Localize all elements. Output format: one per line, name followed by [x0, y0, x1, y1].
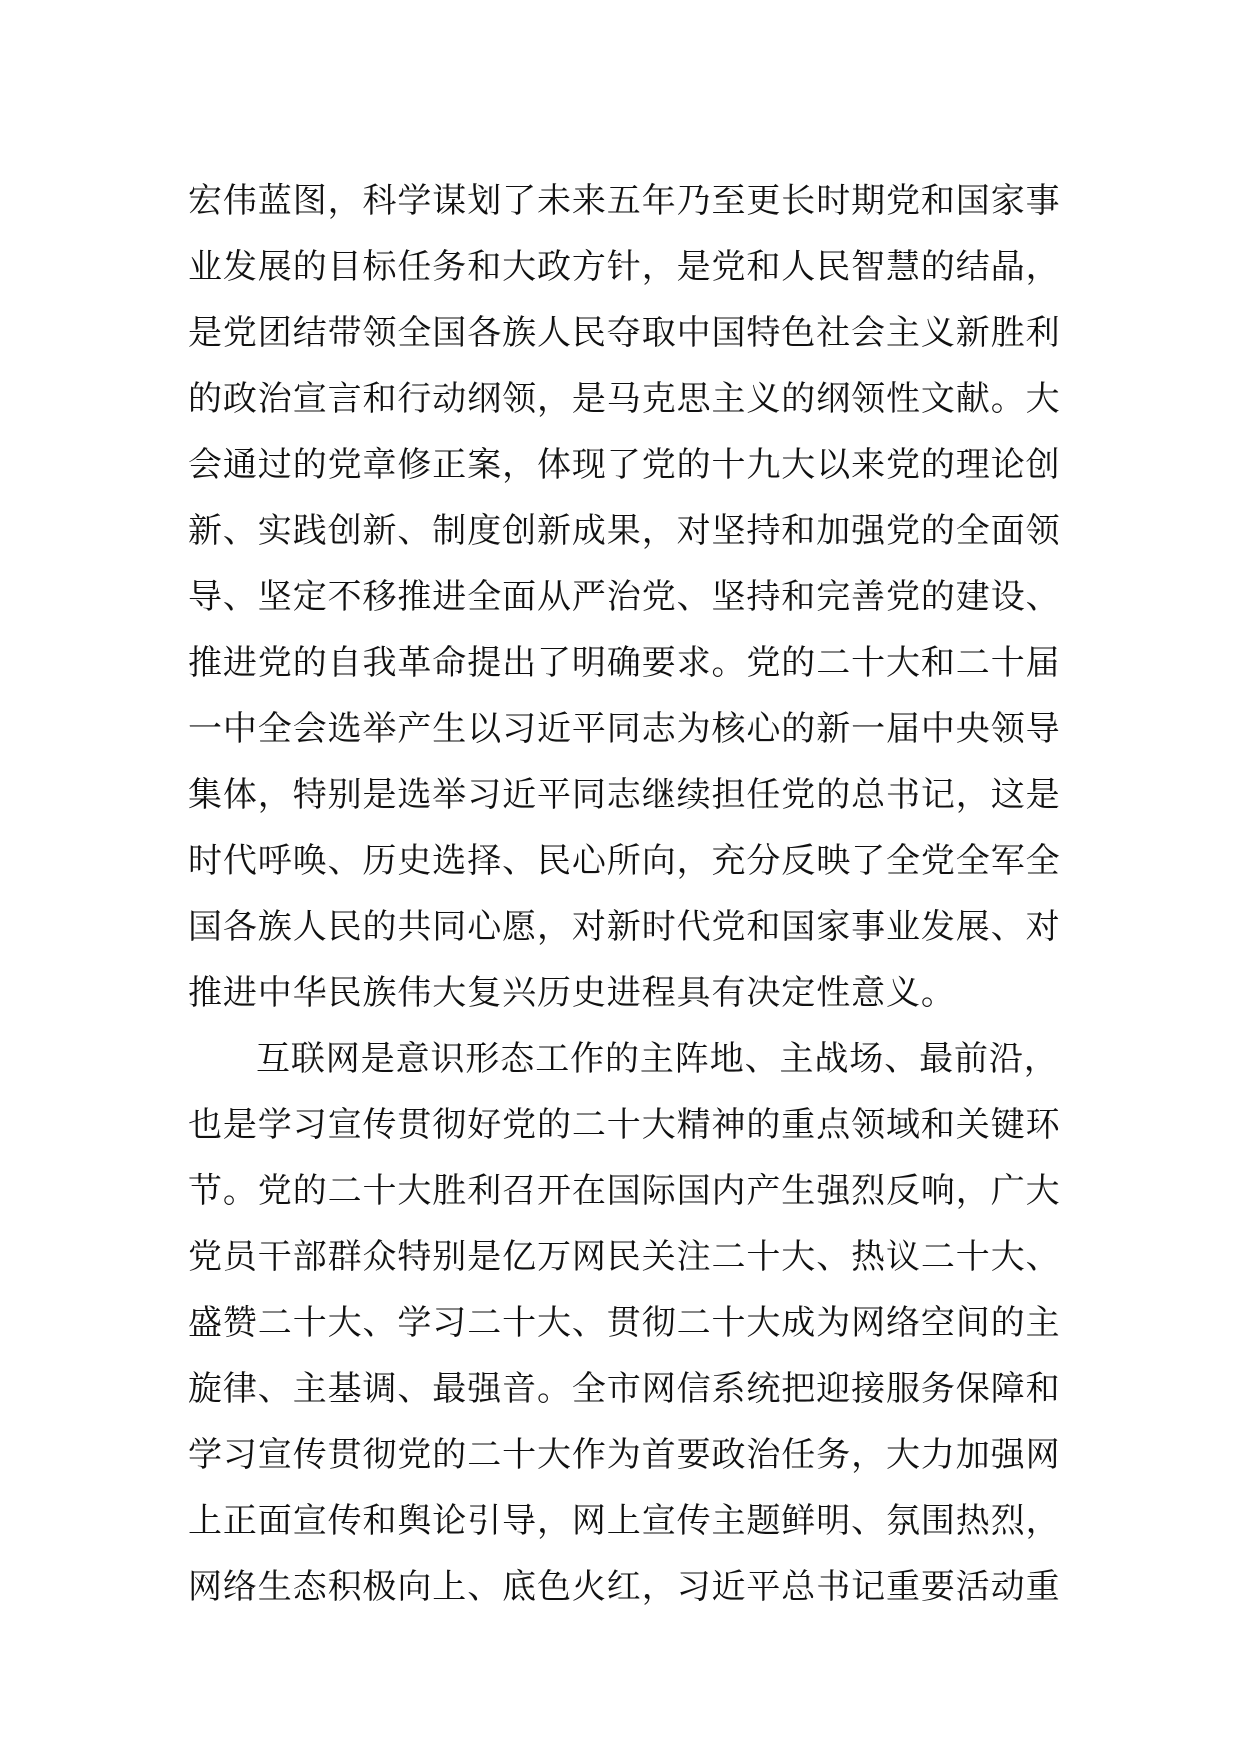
- text-line: 集体，特别是选举习近平同志继续担任党的总书记，这是: [188, 775, 1061, 815]
- text-line: 一中全会选举产生以习近平同志为核心的新一届中央领导: [188, 709, 1061, 749]
- text-line: 推进党的自我革命提出了明确要求。党的二十大和二十届: [188, 643, 1061, 683]
- text-line: 国各族人民的共同心愿，对新时代党和国家事业发展、对: [188, 907, 1061, 947]
- text-line: 时代呼唤、历史选择、民心所向，充分反映了全党全军全: [188, 841, 1061, 881]
- text-line: 的政治宣言和行动纲领，是马克思主义的纲领性文献。大: [188, 379, 1061, 419]
- text-line: 新、实践创新、制度创新成果，对坚持和加强党的全面领: [188, 511, 1061, 551]
- text-line: 业发展的目标任务和大政方针，是党和人民智慧的结晶，: [188, 247, 1061, 287]
- text-line: 上正面宣传和舆论引导，网上宣传主题鲜明、氛围热烈，: [188, 1501, 1061, 1541]
- paragraph-first-line: 互联网是意识形态工作的主阵地、主战场、最前沿，: [256, 1039, 1059, 1079]
- text-line: 会通过的党章修正案，体现了党的十九大以来党的理论创: [188, 445, 1061, 485]
- body-text: [188, 168, 1068, 1620]
- text-line: 节。党的二十大胜利召开在国际国内产生强烈反响，广大: [188, 1171, 1061, 1211]
- text-line: 学习宣传贯彻党的二十大作为首要政治任务，大力加强网: [188, 1435, 1061, 1475]
- text-line: 推进中华民族伟大复兴历史进程具有决定性意义。: [188, 973, 956, 1013]
- text-line: 党员干部群众特别是亿万网民关注二十大、热议二十大、: [188, 1237, 1061, 1277]
- text-line: 也是学习宣传贯彻好党的二十大精神的重点领域和关键环: [188, 1105, 1061, 1145]
- text-line: 宏伟蓝图，科学谋划了未来五年乃至更长时期党和国家事: [188, 181, 1061, 221]
- text-line: 是党团结带领全国各族人民夺取中国特色社会主义新胜利: [188, 313, 1061, 353]
- text-line: 盛赞二十大、学习二十大、贯彻二十大成为网络空间的主: [188, 1303, 1061, 1343]
- text-line: 网络生态积极向上、底色火红，习近平总书记重要活动重: [188, 1567, 1061, 1607]
- text-line: 导、坚定不移推进全面从严治党、坚持和完善党的建设、: [188, 577, 1061, 617]
- text-line: 旋律、主基调、最强音。全市网信系统把迎接服务保障和: [188, 1369, 1061, 1409]
